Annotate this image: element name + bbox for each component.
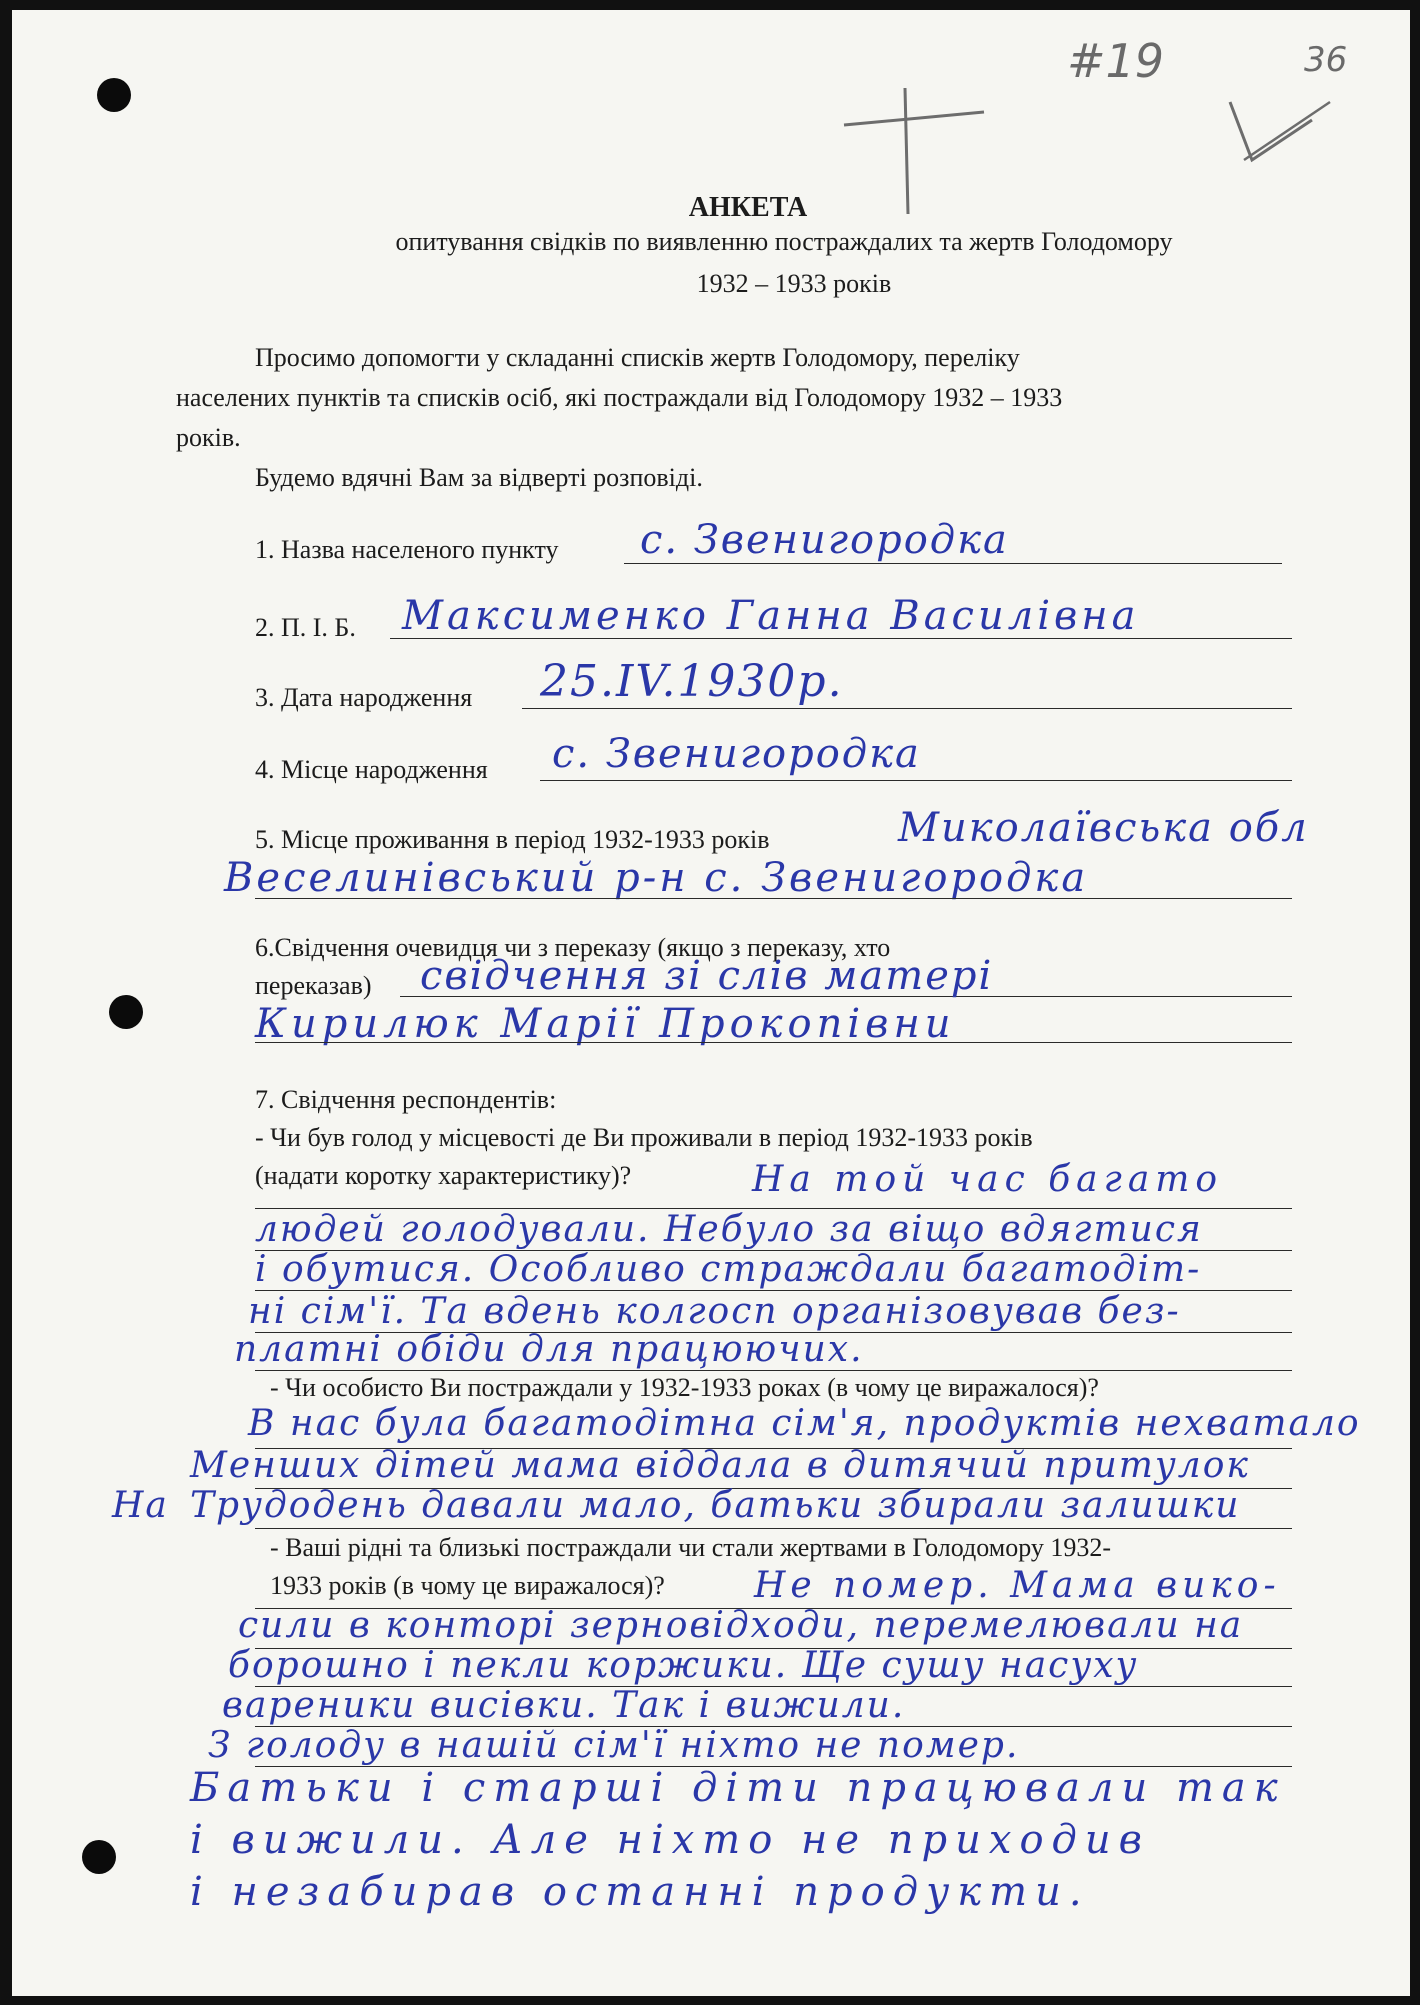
answer-2-rule-3 — [255, 1528, 1292, 1529]
field-2-label: 2. П. І. Б. — [255, 613, 356, 642]
answer-1-line-5: платні обіди для працюючих. — [234, 1329, 864, 1370]
answer-2-line-2: Менших дітей мама віддала в дитячий притулок — [190, 1445, 1250, 1486]
question-2: - Чи особисто Ви постраждали у 1932-1933 роках (в чому це виражалося)? — [270, 1373, 1099, 1402]
answer-3-line-6: Батьки і старші діти працювали так — [190, 1765, 1286, 1811]
questionnaire-page — [12, 10, 1410, 1996]
answer-3-line-1: Не помер. Мама вико- — [754, 1565, 1281, 1606]
pencil-corner-number: 36 — [1304, 40, 1348, 80]
field-5-label: 5. Місце проживання в період 1932-1933 років — [255, 825, 770, 854]
field-3-line — [522, 708, 1292, 709]
question-3-line-1: - Ваші рідні та близькі постраждали чи стали жертвами в Голодомору 1932- — [270, 1533, 1112, 1562]
answer-2-line-3: Трудодень давали мало, батьки збирали залишки — [190, 1485, 1241, 1526]
form-subtitle-2: 1932 – 1933 років — [696, 269, 892, 298]
form-title: АНКЕТА — [688, 192, 808, 223]
field-4-value: с. Звенигородка — [552, 731, 921, 777]
question-1-line-2: (надати коротку характеристику)? — [255, 1161, 632, 1190]
field-1-value: с. Звенигородка — [640, 517, 1009, 563]
intro-line-3: років. — [176, 423, 241, 452]
field-1-label: 1. Назва населеного пункту — [255, 535, 559, 564]
answer-1-line-3: і обутися. Особливо страждали багатодіт- — [255, 1249, 1202, 1290]
form-subtitle-1: опитування свідків по виявленню постраждалих та жертв Голодомору — [395, 227, 1173, 256]
answer-3-line-8: і незабирав останні продукти. — [190, 1869, 1090, 1915]
intro-line-1: Просимо допомогти у складанні списків жертв Голодомору, переліку — [255, 343, 1020, 372]
field-3-value: 25.IV.1930р. — [540, 656, 844, 707]
answer-1-line-4: ні сім'ї. Та вдень колгосп організовував без- — [248, 1291, 1181, 1332]
answer-3-line-3: борошно і пекли коржики. Ще сушу насуху — [228, 1645, 1139, 1686]
answer-2-line-1: В нас була багатодітна сім'я, продуктів нехватало — [248, 1403, 1361, 1444]
pencil-cross-bar — [844, 112, 984, 125]
field-2-value: Максименко Ганна Василівна — [402, 593, 1140, 639]
pencil-check — [1230, 102, 1312, 160]
field-5-value-1: Миколаївська обл — [898, 805, 1309, 851]
field-6-label-2: переказав) — [255, 971, 372, 1000]
field-5-line — [255, 898, 1292, 899]
field-6-label-1: 6.Свідчення очевидця чи з переказу (якщо з переказу, хто — [255, 933, 891, 962]
answer-3-line-5: З голоду в нашій сім'ї ніхто не помер. — [208, 1725, 1020, 1766]
pencil-number: #19 — [1067, 34, 1165, 88]
answer-1-line-2: людей голодували. Небуло за віщо вдягтися — [255, 1209, 1203, 1250]
pencil-check-tail — [1244, 102, 1330, 160]
field-3-label: 3. Дата народження — [255, 683, 473, 712]
answer-3-line-4: вареники висівки. Так і вижили. — [222, 1685, 906, 1726]
answer-1-line-1: На той час багато — [752, 1159, 1224, 1200]
field-4-label: 4. Місце народження — [255, 755, 488, 784]
question-1-line-1: - Чи був голод у місцевості де Ви проживали в період 1932-1933 років — [255, 1123, 1033, 1152]
intro-line-2: населених пунктів та списків осіб, які постраждали від Голодомору 1932 – 1933 — [176, 383, 1063, 412]
field-6-line-2 — [255, 1042, 1292, 1043]
question-3-line-2: 1933 років (в чому це виражалося)? — [270, 1571, 665, 1600]
field-1-line — [624, 563, 1282, 564]
field-5-value-2: Веселинівський р-н с. Звенигородка — [224, 855, 1089, 901]
intro-thanks: Будемо вдячні Вам за відверті розповіді. — [255, 463, 703, 492]
section-7-heading: 7. Свідчення респондентів: — [255, 1085, 557, 1114]
field-4-line — [540, 780, 1292, 781]
field-6-value-1: свідчення зі слів матері — [420, 953, 994, 999]
answer-3-line-2: сили в конторі зерновідходи, перемелювали на — [238, 1605, 1244, 1646]
answer-2-margin-note: На — [112, 1485, 169, 1526]
field-6-value-2: Кирилюк Марії Прокопівни — [255, 1001, 956, 1047]
answer-3-line-7: і вижили. Але ніхто не приходив — [190, 1817, 1150, 1863]
